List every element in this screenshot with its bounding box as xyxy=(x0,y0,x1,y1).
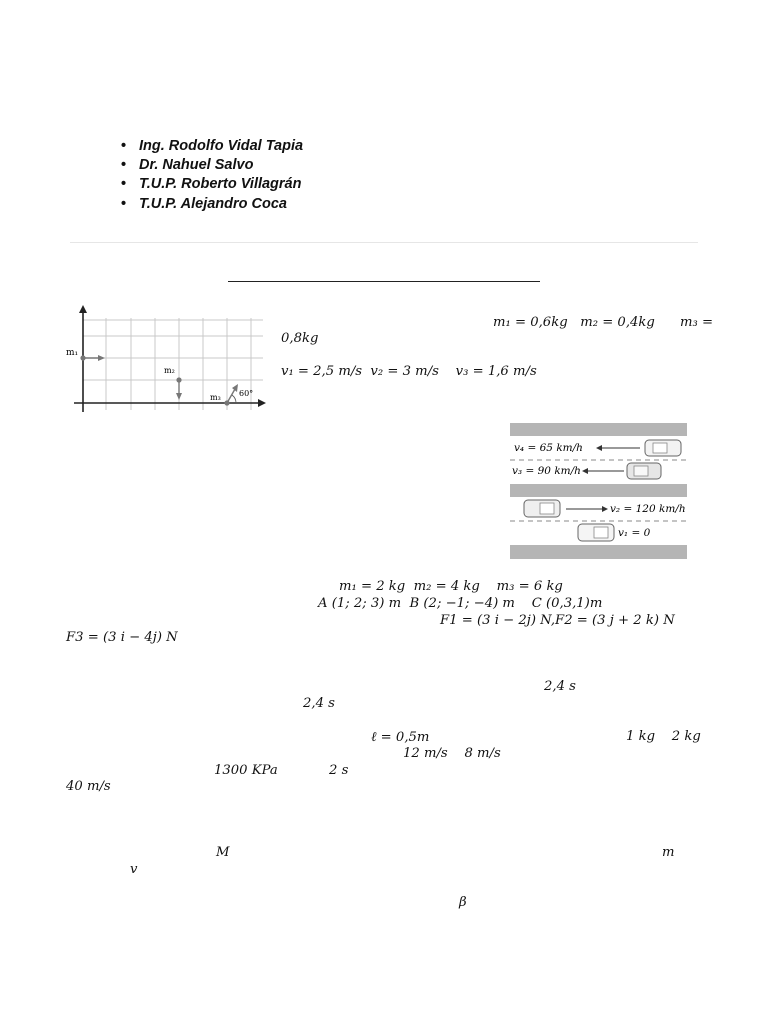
speed-value: 40 m/s xyxy=(66,779,111,794)
m1-label: m₁ xyxy=(66,348,79,358)
angle-label: 60° xyxy=(239,389,254,398)
m2-label: m₂ xyxy=(164,366,175,375)
symbol-v: v xyxy=(130,862,138,877)
author-item: • Ing. Rodolfo Vidal Tapia xyxy=(121,137,303,156)
symbol-m: m xyxy=(662,845,675,860)
v1-label: v₁ = 0 xyxy=(618,527,651,539)
masses-line-2: m₁ = 2 kg m₂ = 4 kg m₃ = 6 kg xyxy=(339,579,563,594)
masses-grid-figure xyxy=(58,302,270,418)
velocities-line: v₁ = 2,5 m/s v₂ = 3 m/s v₃ = 1,6 m/s xyxy=(281,364,537,379)
masses-line-continued: 0,8kg xyxy=(281,331,319,346)
speeds-value: 12 m/s 8 m/s xyxy=(403,746,501,761)
author-item: • T.U.P. Alejandro Coca xyxy=(121,195,303,214)
v3-label: v₃ = 90 km/h xyxy=(512,465,581,477)
forces-line: F1 = (3 i − 2j) N,F2 = (3 j + 2 k) N xyxy=(440,613,675,628)
length-value: ℓ = 0,5m xyxy=(371,730,430,745)
points-line: A (1; 2; 3) m B (2; −1; −4) m C (0,3,1)m xyxy=(318,596,603,611)
masses-value: 1 kg 2 kg xyxy=(626,729,701,744)
road-cars-figure xyxy=(510,423,687,559)
author-item: • Dr. Nahuel Salvo xyxy=(121,156,303,175)
v2-label: v₂ = 120 km/h xyxy=(610,503,686,515)
pressure-value: 1300 KPa xyxy=(214,763,278,778)
title-underline xyxy=(228,281,540,282)
force3-line: F3 = (3 i − 4j) N xyxy=(66,630,178,645)
v4-label: v₄ = 65 km/h xyxy=(514,442,583,454)
author-list xyxy=(121,137,303,214)
time-value: 2,4 s xyxy=(544,679,576,694)
symbol-beta: β xyxy=(459,895,467,910)
masses-line: m₁ = 0,6kg m₂ = 0,4kg m₃ = xyxy=(493,315,714,330)
section-divider xyxy=(70,242,698,243)
time-value: 2 s xyxy=(329,763,349,778)
author-item: • T.U.P. Roberto Villagrán xyxy=(121,175,303,194)
time-value: 2,4 s xyxy=(303,696,335,711)
symbol-M: M xyxy=(216,845,230,860)
m3-label: m₃ xyxy=(210,393,221,402)
